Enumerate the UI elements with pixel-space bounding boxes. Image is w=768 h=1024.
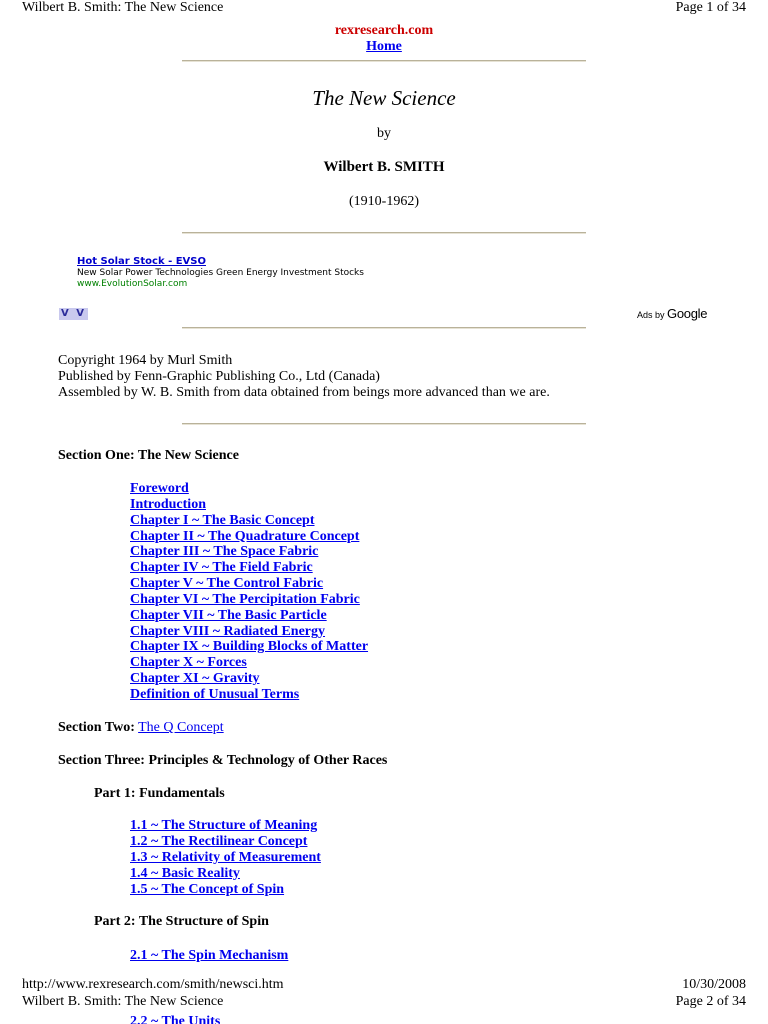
byline: by	[377, 126, 391, 141]
toc-link-chapter-10[interactable]: Chapter X ~ Forces	[130, 655, 247, 671]
page-title: The New Science	[312, 86, 456, 110]
toc-link-chapter-8[interactable]: Chapter VIII ~ Radiated Energy	[130, 623, 326, 639]
next-page-header-title: Wilbert B. Smith: The New Science	[22, 994, 224, 1009]
publisher-line: Published by Fenn-Graphic Publishing Co., Ltd (Canada)	[58, 369, 380, 384]
section-three-heading: Section Three: Principles & Technology of Other Races	[58, 753, 388, 768]
copyright-block	[58, 353, 550, 401]
toc-link-chapter-7[interactable]: Chapter VII ~ The Basic Particle	[130, 607, 327, 623]
author-name: Wilbert B. SMITH	[323, 159, 445, 175]
q-concept-link[interactable]: The Q Concept	[138, 720, 224, 735]
toc-link-1-4[interactable]: 1.4 ~ Basic Reality	[130, 866, 240, 881]
toc-link-introduction[interactable]: Introduction	[130, 496, 206, 512]
divider	[182, 60, 586, 62]
toc-link-1-1[interactable]: 1.1 ~ The Structure of Meaning	[130, 818, 318, 833]
ad-title-link[interactable]: Hot Solar Stock - EVSO	[77, 256, 206, 267]
toc-link-2-2[interactable]: 2.2 ~ The Units	[130, 1014, 221, 1024]
toc-link-chapter-11[interactable]: Chapter XI ~ Gravity	[130, 671, 260, 687]
toc-link-chapter-2[interactable]: Chapter II ~ The Quadrature Concept	[130, 528, 360, 544]
divider	[182, 327, 586, 329]
toc-link-1-3[interactable]: 1.3 ~ Relativity of Measurement	[130, 850, 321, 865]
home-link[interactable]: Home	[366, 39, 402, 54]
ad-description: New Solar Power Technologies Green Energy Investment Stocks	[77, 268, 364, 278]
part-one-toc	[130, 818, 321, 898]
ads-by-google-link[interactable]	[637, 306, 707, 321]
divider	[182, 232, 586, 234]
toc-link-chapter-1[interactable]: Chapter I ~ The Basic Concept	[130, 512, 315, 528]
toc-link-chapter-3[interactable]: Chapter III ~ The Space Fabric	[130, 544, 319, 560]
footer-url: http://www.rexresearch.com/smith/newsci.htm	[22, 977, 284, 992]
toc-link-chapter-6[interactable]: Chapter VI ~ The Percipitation Fabric	[130, 591, 360, 607]
section-two-heading	[58, 720, 224, 736]
assembled-line: Assembled by W. B. Smith from data obtained from beings more advanced than we are.	[58, 385, 550, 400]
toc-link-chapter-9[interactable]: Chapter IX ~ Building Blocks of Matter	[130, 639, 369, 655]
site-name: rexresearch.com	[334, 23, 434, 38]
toc-link-1-5[interactable]: 1.5 ~ The Concept of Spin	[130, 882, 285, 897]
toc-link-chapter-4[interactable]: Chapter IV ~ The Field Fabric	[130, 560, 313, 576]
toc-link-2-1[interactable]: 2.1 ~ The Spin Mechanism	[130, 948, 289, 963]
next-page-header-number: Page 2 of 34	[675, 994, 746, 1009]
ads-by-label: Ads by	[637, 310, 665, 320]
toc-link-1-2[interactable]: 1.2 ~ The Rectilinear Concept	[130, 834, 308, 849]
page-header-title: Wilbert B. Smith: The New Science	[22, 0, 224, 15]
author-years: (1910-1962)	[349, 194, 419, 209]
footer-date: 10/30/2008	[682, 977, 746, 992]
part-one-heading: Part 1: Fundamentals	[94, 786, 225, 801]
section-one-heading: Section One: The New Science	[58, 448, 239, 463]
page-header-number: Page 1 of 34	[675, 0, 746, 15]
home-link-wrap	[0, 39, 768, 55]
section-one-toc	[130, 481, 368, 703]
ad-url-link[interactable]: www.EvolutionSolar.com	[77, 279, 188, 289]
ad-nav-button[interactable]: V V	[61, 308, 86, 319]
section-two-label: Section Two:	[58, 720, 135, 735]
part-two-heading: Part 2: The Structure of Spin	[94, 914, 269, 929]
toc-link-foreword[interactable]: Foreword	[130, 481, 189, 496]
google-logo: Google	[667, 306, 708, 321]
toc-link-chapter-5[interactable]: Chapter V ~ The Control Fabric	[130, 576, 324, 592]
divider	[182, 423, 586, 425]
copyright-line: Copyright 1964 by Murl Smith	[58, 353, 233, 368]
toc-link-definitions[interactable]: Definition of Unusual Terms	[130, 686, 300, 702]
